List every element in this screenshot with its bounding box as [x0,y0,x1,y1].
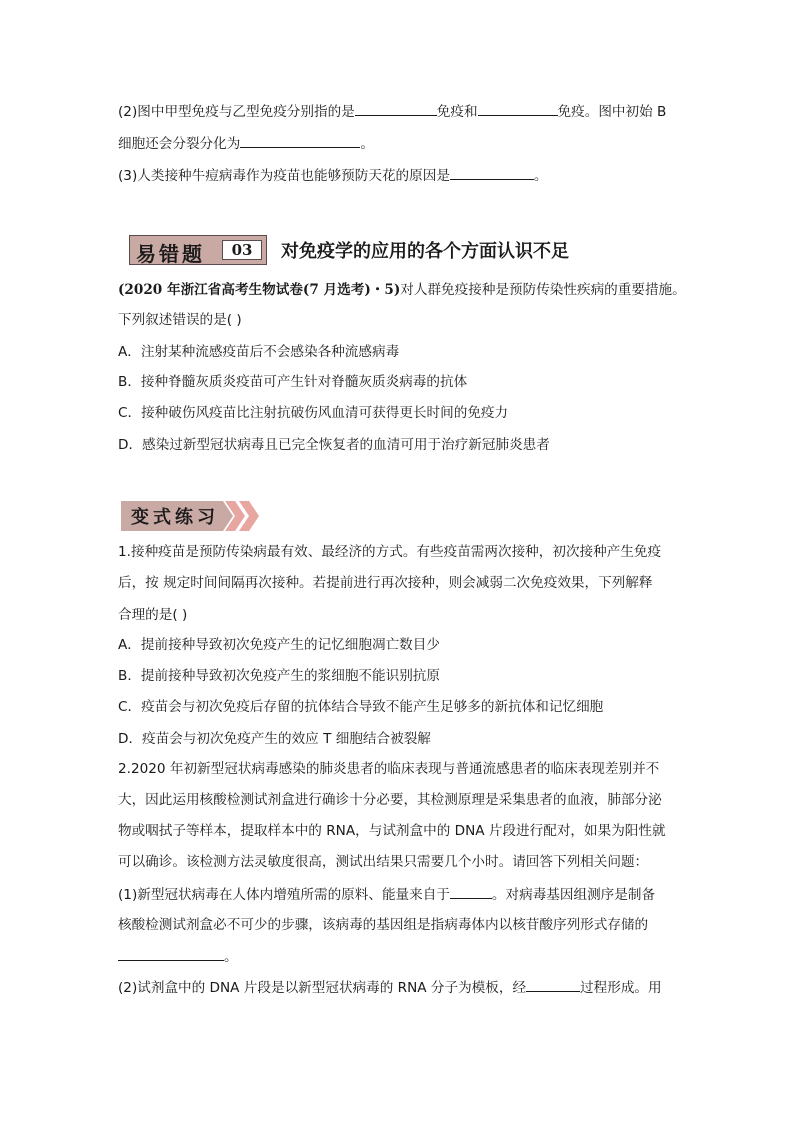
practice-q2-line1: 2.2020 年初新型冠状病毒感染的肺炎患者的临床表现与普通流感患者的临床表现差别并不 [118,761,660,777]
practice-q2-part1-line2: 核酸检测试剂盒必不可少的步骤，该病毒的基因组是指病毒体内以核苷酸序列形式存储的 [118,917,649,933]
q-prev-part3 [118,165,548,186]
practice-q2-part1-text-a: (1)新型冠状病毒在人体内增殖所需的原料、能量来自于 [118,887,450,903]
answer-blank[interactable] [450,884,492,899]
practice-q2-part1-line1 [118,884,655,905]
question-stem-line1 [118,280,686,300]
option-c[interactable]: C．接种破伤风疫苗比注射抗破伤风血清可获得更长时间的免疫力 [118,405,509,421]
error-tag [129,235,267,265]
error-section-header [129,234,569,266]
option-b[interactable]: B．接种脊髓灰质炎疫苗可产生针对脊髓灰质炎病毒的抗体 [118,374,468,390]
practice-banner-label: 变式练习 [131,507,219,528]
practice-q2-line3: 物或咽拭子等样本，提取样本中的 RNA，与试剂盒中的 DNA 片段进行配对，如果为阳性就 [118,823,666,839]
practice-q2-part1-line3 [118,946,238,967]
practice-banner [121,498,271,534]
q-prev-part2-text-b: 免疫和 [436,104,478,120]
answer-blank[interactable] [450,165,534,180]
practice-q2-part1-text-c: 。 [224,949,238,965]
option-a[interactable]: A．注射某种流感疫苗后不会感染各种流感病毒 [118,344,400,360]
practice-q1-line1: 1.接种疫苗是预防传染病最有效、最经济的方式。有些疫苗需两次接种，初次接种产生免疫 [118,544,662,560]
q-prev-part2-text-d: 细胞还会分裂分化为 [118,136,241,152]
practice-q2-line4: 可以确诊。该检测方法灵敏度很高，测试出结果只需要几个小时。请回答下列相关问题： [118,854,649,870]
practice-q2-part2-text-a: (2)试剂盒中的 DNA 片段是以新型冠状病毒的 RNA 分子为模板，经 [118,980,527,996]
q-prev-part3-text-a: (3)人类接种牛痘病毒作为疫苗也能够预防天花的原因是 [118,168,450,184]
answer-blank[interactable] [478,101,558,116]
q-prev-part2-line2 [118,133,374,154]
practice-q1-line2: 后，按 规定时间间隔再次接种。若提前进行再次接种，则会减弱二次免疫效果，下列解释 [118,575,653,591]
error-section-title: 对免疫学的应用的各个方面认识不足 [281,241,569,262]
practice-q1-line3: 合理的是( ) [118,607,188,623]
q-prev-part2-text-e: 。 [360,136,374,152]
question-stem-line2: 下列叙述错误的是( ) [118,312,242,328]
practice-q1-option-a[interactable]: A．提前接种导致初次免疫产生的记忆细胞凋亡数目少 [118,637,440,653]
q-prev-part3-text-b: 。 [533,168,548,184]
practice-q1-option-d[interactable]: D．疫苗会与初次免疫产生的效应 T 细胞结合被裂解 [118,731,431,747]
q-prev-part2-line1 [118,101,666,122]
question-stem-text: 对人群免疫接种是预防传染性疾病的重要措施。 [400,282,686,298]
error-tag-number: 03 [222,240,262,260]
practice-q1-option-c[interactable]: C．疫苗会与初次免疫后存留的抗体结合导致不能产生足够多的新抗体和记忆细胞 [118,699,604,715]
q-prev-part2-text-a: (2)图中甲型免疫与乙型免疫分别指的是 [118,104,355,120]
answer-blank[interactable] [355,101,437,116]
error-tag-label: 易错题 [136,242,205,266]
answer-blank[interactable] [526,977,580,992]
practice-q1-option-b[interactable]: B．提前接种导致初次免疫产生的浆细胞不能识别抗原 [118,668,440,684]
option-d[interactable]: D．感染过新型冠状病毒且已完全恢复者的血清可用于治疗新冠肺炎患者 [118,437,550,453]
question-source: (2020 年浙江省高考生物试卷(7 月选考)・5) [118,282,401,298]
practice-q2-part1-text-b: 。对病毒基因组测序是制备 [491,887,656,903]
answer-blank[interactable] [240,133,360,148]
practice-q2-line2: 大，因此运用核酸检测试剂盒进行确诊十分必要，其检测原理是采集患者的血液，肺部分泌 [118,792,662,808]
practice-q2-part2-text-b: 过程形成。用 [580,980,662,996]
practice-q2-part2-line1 [118,977,662,998]
answer-blank[interactable] [118,946,224,961]
q-prev-part2-text-c: 免疫。图中初始 B [557,104,667,120]
